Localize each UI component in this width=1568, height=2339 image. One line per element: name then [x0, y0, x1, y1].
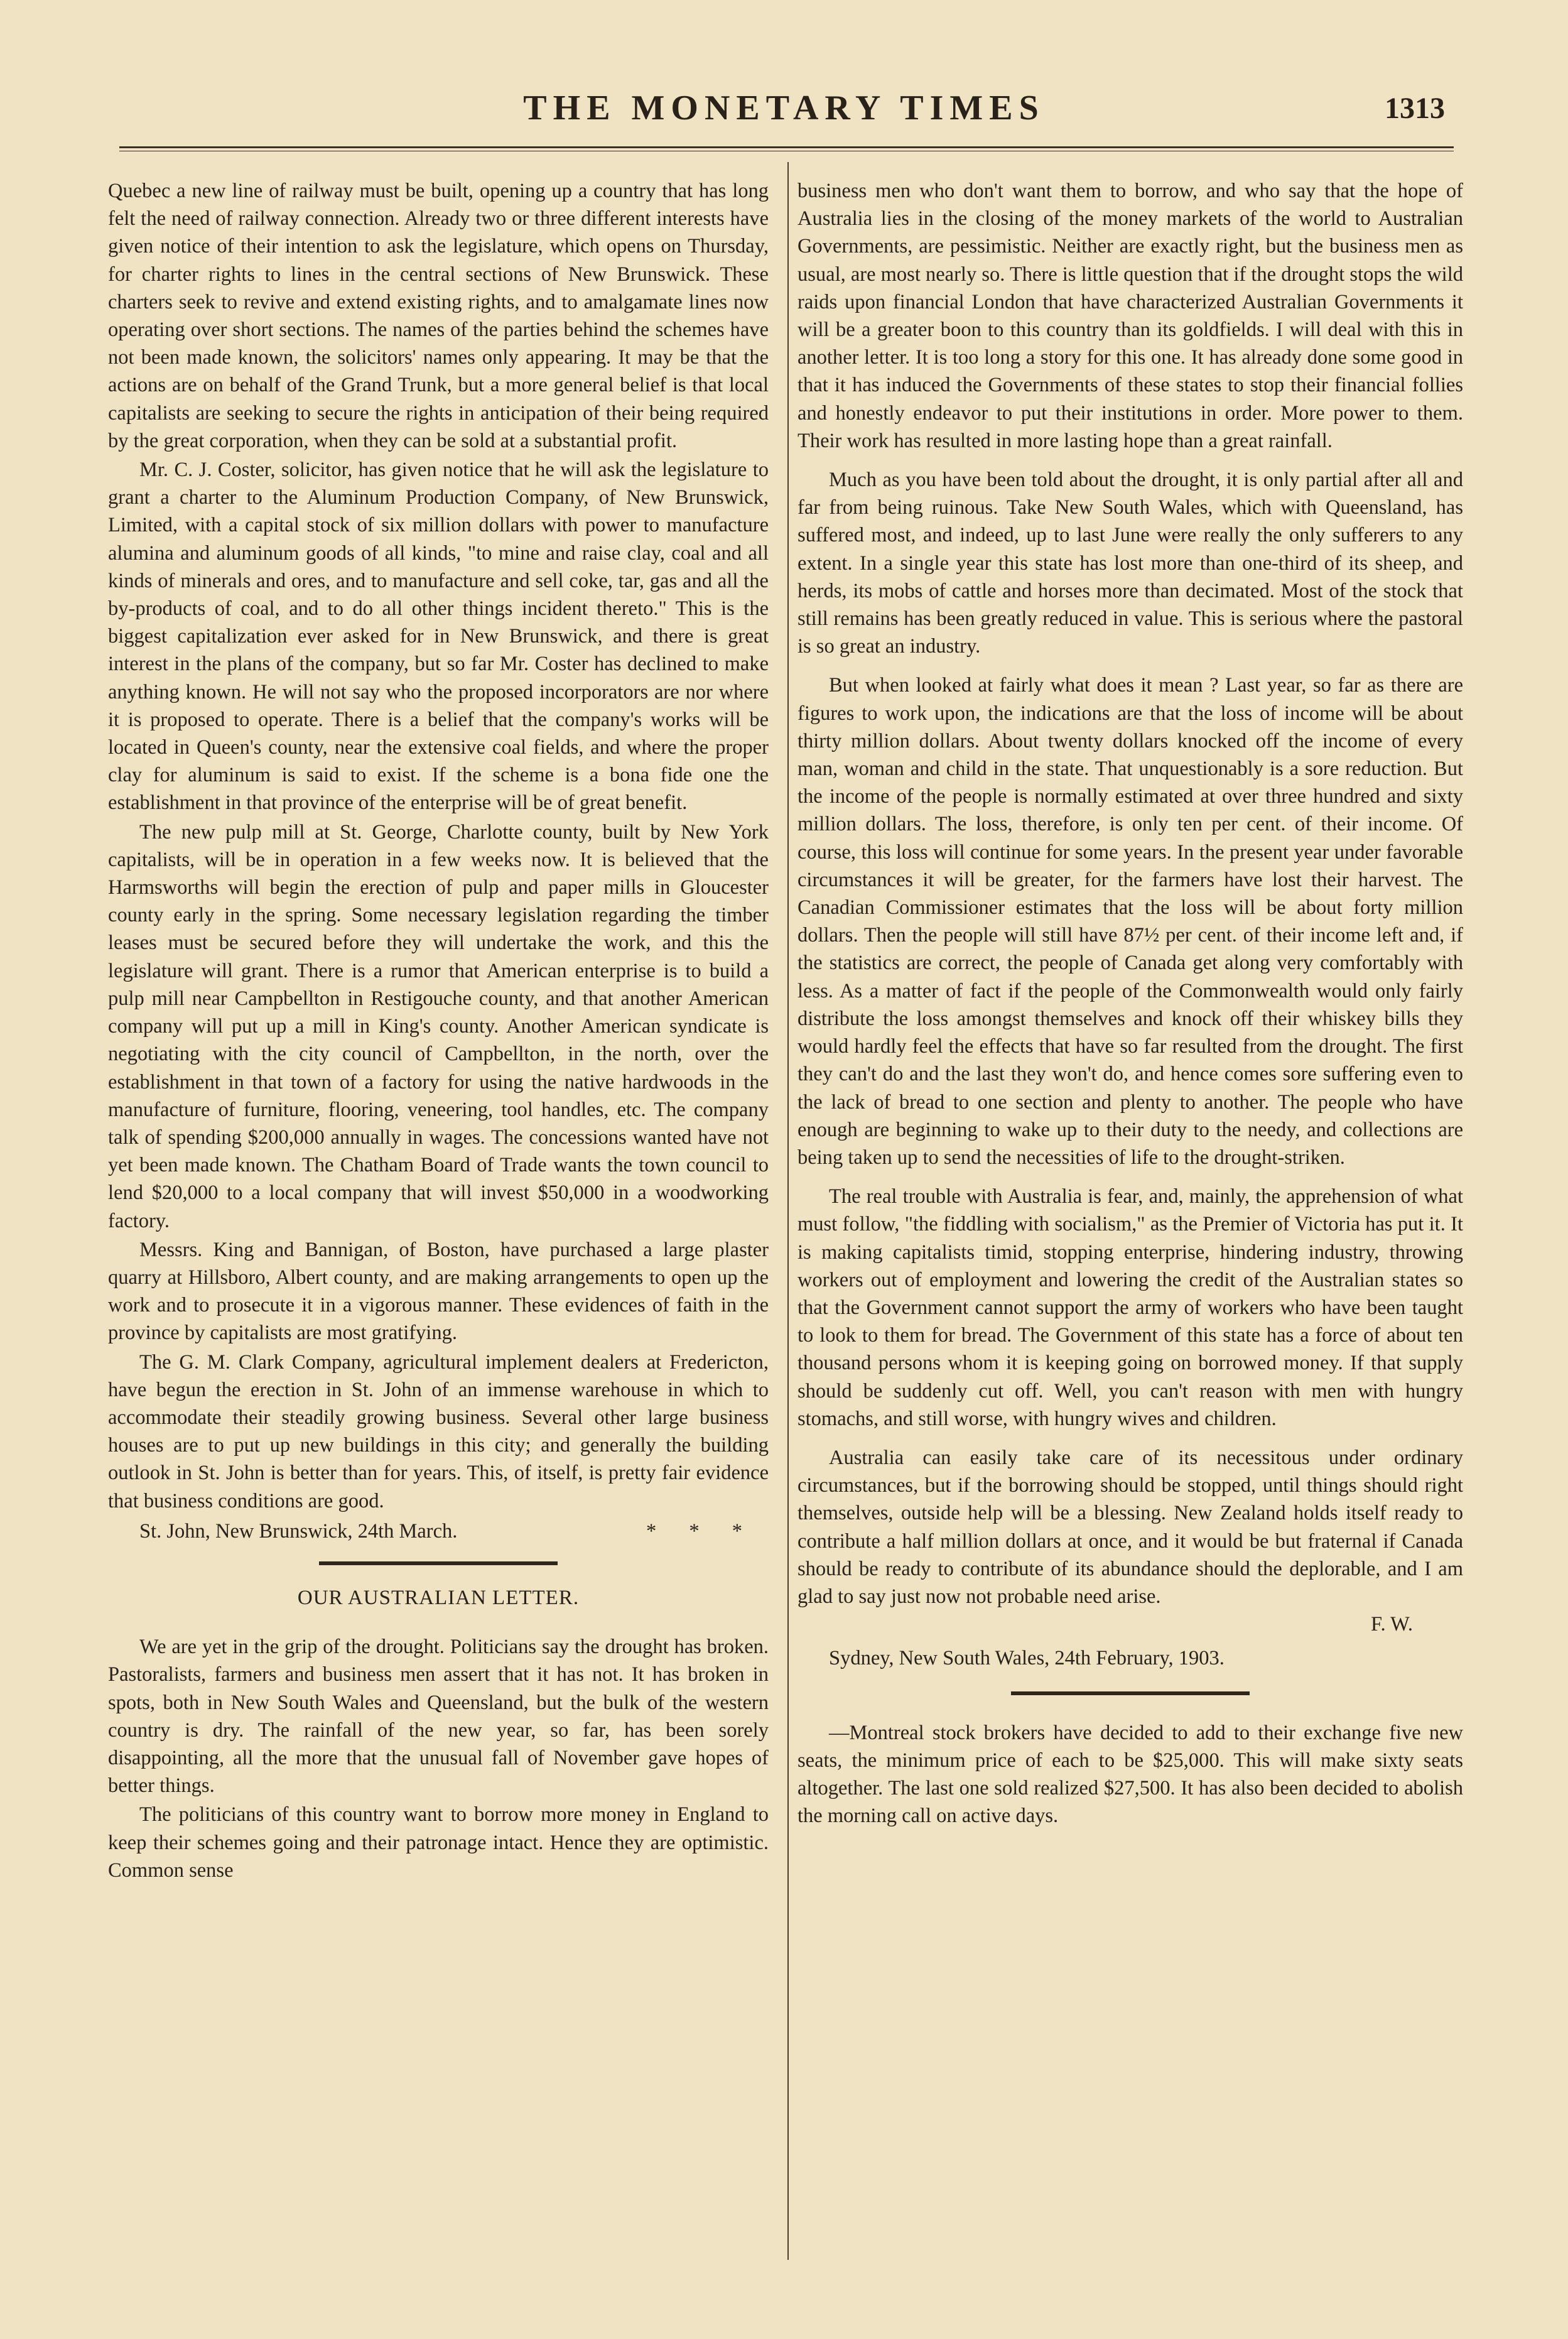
sydney-dateline: Sydney, New South Wales, 24th February, 1903. — [829, 1647, 1225, 1670]
article-paragraph: The G. M. Clark Company, agricultural implement dealers at Fredericton, have begun the erection in St. John of an immense warehouse in which to accommodate their steadily growing business. Several other large business houses are to put up new buildings in this city; and generally the building outlook in St. John is better than for years. This, of itself, is pretty fair evidence that business conditions are good. — [108, 1350, 769, 1512]
section-divider — [319, 1561, 558, 1565]
section-heading: OUR AUSTRALIAN LETTER. — [297, 1586, 580, 1609]
signature: F. W. — [1371, 1613, 1413, 1636]
article-paragraph: Quebec a new line of railway must be built, opening up a country that has long felt the need of railway connection. Already two or three different interests have given notice of their intention to ask the legislature, which opens on Thursday, for charter rights to lines in the central sections of New Brunswick. These charters seek to revive and extend existing rights, and to amalgamate lines now operating over short sections. The names of the parties behind the schemes have not been made known, the solicitors' names only appearing. It may be that the actions are on behalf of the Grand Trunk, but a more general belief is that local capitalists are seeking to secure the rights in anticipation of their being required by the great corporation, when they can be sold at a substantial profit. — [108, 180, 769, 452]
article-paragraph: The real trouble with Australia is fear, and, mainly, the apprehension of what must follow, "the fiddling with socialism," as the Premier of Victoria has put it. It is making capitalists timid, stopping enterprise, hindering industry, throwing workers out of employment and lowering the credit of the Australian states so that the Government cannot support the army of workers who have been taught to look to them for bread. The Government of this state has a force of about ten thousand persons whom it is keeping going on borrowed money. If that supply should be suddenly cut off. Well, you can't reason with men with hungry stomachs, and still worse, with hungry wives and children. — [798, 1185, 1463, 1430]
page-number: 1313 — [1385, 92, 1445, 125]
dateline — [108, 1517, 769, 1545]
article-paragraph: But when looked at fairly what does it mean ? Last year, so far as there are figures to work upon, the indications are that the loss of income will be about thirty million dollars. About twenty dollars knocked off the income of every man, woman and child in the state. That unquestionably is a sore reduction. But the income of the people is normally estimated at over three hundred and sixty million dollars. The loss, therefore, is only ten per cent. of their income. Of course, this loss will continue for some years. In the present year under favorable circumstances it will be greater, for the farmers have lost their harvest. The Canadian Commissioner estimates that the loss will be about forty million dollars. Then the people will still have 87½ per cent. of their income left and, if the statistics are correct, the people of Canada get along very comfortably with less. As a matter of fact if the people of the Commonwealth would only fairly distribute the loss amongst themselves and knock off their whiskey bills they would hardly feel the effects that have so far resulted from the drought. The first they can't do and the last they won't do, and hence comes sore suffering even to the lack of bread to one section and plenty to another. The people who have enough are beginning to wake up to their duty to the needy, and collections are being taken up to send the necessities of life to the drought-striken. — [798, 674, 1463, 1169]
column-divider — [787, 162, 789, 2260]
article-paragraph: business men who don't want them to borrow, and who say that the hope of Australia lies in the closing of the money markets of the world to Australian Governments, are pessimistic. Neither are exactly right, but the business men as usual, are most nearly so. There is little question that if the drought stops the wild raids upon financial London that have characterized Australian Governments it will be a greater boon to this country than its goldfields. I will deal with this in another letter. It is too long a story for this one. It has already done some good in that it has induced the Governments of these states to stop their financial follies and honestly endeavor to put their institutions in order. More power to them. Their work has resulted in more lasting hope than a great rainfall. — [798, 180, 1463, 452]
left-column — [108, 177, 769, 1884]
article-paragraph: Much as you have been told about the drought, it is only partial after all and far from being ruinous. Take New South Wales, which with Queensland, has suffered most, and indeed, up to last June were really the only sufferers to any extent. In a single year this state has lost more than one-third of its sheep, and herds, its mobs of cattle and horses more than decimated. Most of the stock that still remains has been greatly reduced in value. This is serious where the pastoral is so great an industry. — [798, 469, 1463, 658]
right-column — [798, 177, 1463, 1830]
article-paragraph: We are yet in the grip of the drought. Politicians say the drought has broken. Pastoralists, farmers and business men assert that it has not. It has broken in spots, both in New South Wales and Queensland, but the bulk of the western country is dry. The rainfall of the new year, so far, has been sorely disappointing, all the more that the unusual fall of November gave hopes of better things. — [108, 1636, 769, 1798]
header-rule — [119, 146, 1454, 151]
masthead: THE MONETARY TIMES — [523, 89, 1045, 128]
article-paragraph: Mr. C. J. Coster, solicitor, has given notice that he will ask the legislature to grant a charter to the Aluminum Production Company, of New Brunswick, Limited, with a capital stock of six million dollars with power to manufacture alumina and aluminum goods of all kinds, "to mine and raise clay, coal and all kinds of minerals and ores, and to manufacture and sell coke, tar, gas and all the by-products of coal, and to do all other things incident thereto." This is the biggest capitalization ever asked for in New Brunswick, and there is great interest in the plans of the company, but so far Mr. Coster has declined to make anything known. He will not say who the proposed incorporators are nor where it is proposed to operate. There is a belief that the company's works will be located in Queen's county, near the extensive coal fields, and where the proper clay for aluminum is said to exist. If the scheme is a bona fide one the establishment in that province of the enterprise will be of great benefit. — [108, 459, 769, 815]
dateline-stars: * * * — [646, 1519, 756, 1543]
article-paragraph: —Montreal stock brokers have decided to add to their exchange five new seats, the minimum price of each to be $25,000. This will make sixty seats altogether. The last one sold realized $27,500. It has also been decided to abolish the morning call on active days. — [798, 1721, 1463, 1828]
section-divider — [1011, 1691, 1250, 1695]
article-paragraph: Messrs. King and Bannigan, of Boston, have purchased a large plaster quarry at Hillsboro, Albert county, and are making arrangements to open up the work and to prosecute it in a vigorous manner. These evidences of faith in the province by capitalists are most gratifying. — [108, 1238, 769, 1345]
article-paragraph: The new pulp mill at St. George, Charlotte county, built by New York capitalists, will be in operation in a few weeks now. It is believed that the Harmsworths will begin the erection of pulp and paper mills in Gloucester county early in the spring. Some necessary legislation regarding the timber leases must be secured before they will undertake the work, and this the legislature will grant. There is a rumor that American enterprise is to build a pulp mill near Campbellton in Restigouche county, and that another American company will put up a mill in King's county. Another American syndicate is negotiating with the city council of Campbellton, in the north, over the establishment in that town of a factory for using the native hardwoods in the manufacture of furniture, flooring, veneering, tool handles, etc. The company talk of spending $200,000 annually in wages. The concessions wanted have not yet been made known. The Chatham Board of Trade wants the town council to lend $20,000 to a local company that will invest $50,000 in a woodworking factory. — [108, 820, 769, 1232]
article-paragraph: Australia can easily take care of its necessitous under ordinary circumstances, but if the borrowing should be stopped, until things should right themselves, outside help will be a blessing. New Zealand holds itself ready to contribute a half million dollars at once, and it would be but fraternal if Canada should be ready to contribute of its abundance should the deplorable, and I am glad to say just now not probable need arise. — [798, 1446, 1463, 1608]
article-paragraph: The politicians of this country want to borrow more money in England to keep their schemes going and their patronage intact. Hence they are optimistic. Common sense — [108, 1803, 769, 1882]
dateline-text: St. John, New Brunswick, 24th March. — [139, 1519, 458, 1543]
